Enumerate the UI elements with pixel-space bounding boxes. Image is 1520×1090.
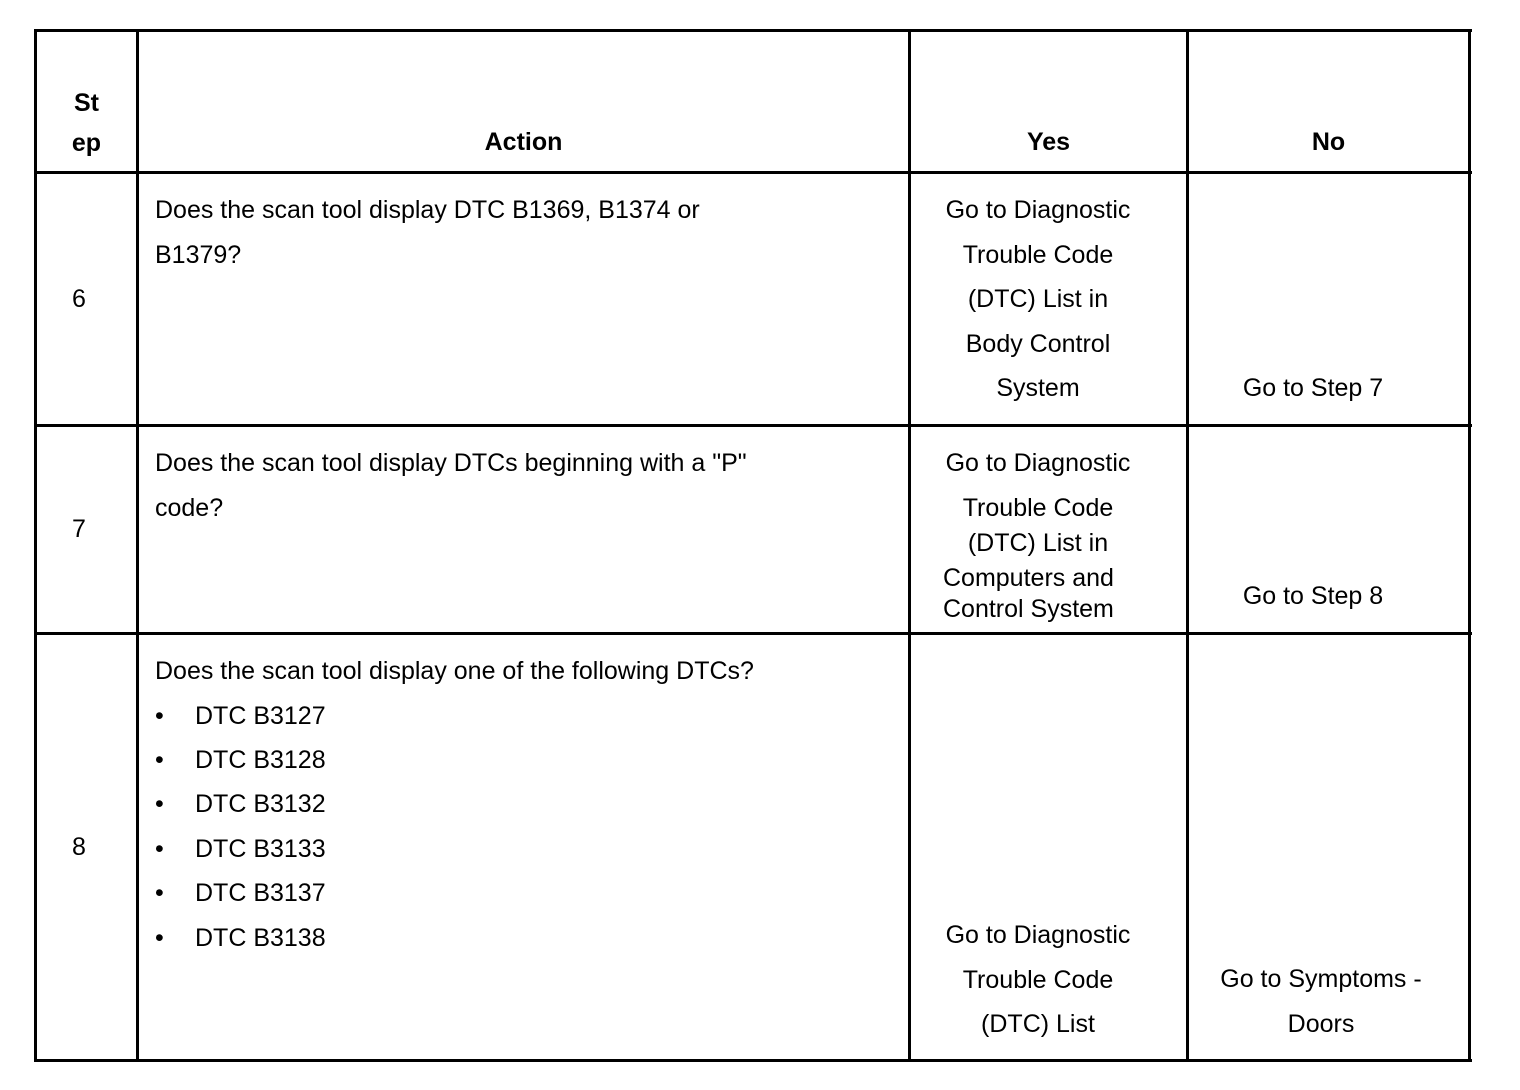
table-border-right — [1468, 29, 1471, 1062]
row-divider-6-7 — [34, 424, 1472, 427]
yes-text-line: Control System — [943, 594, 1114, 623]
no-text — [1189, 965, 1453, 1054]
bullet-text: DTC B3138 — [195, 924, 326, 952]
row-divider-7-8 — [34, 632, 1472, 635]
header-step — [37, 88, 136, 158]
yes-text-line: (DTC) List in — [967, 528, 1109, 557]
yes-text-line: Go to Diagnostic — [945, 449, 1131, 477]
action-text-line: Does the scan tool display one of the following DTCs? — [155, 657, 754, 685]
no-text-line: Go to Step 7 — [1242, 374, 1384, 402]
header-step-line-1: St — [74, 89, 99, 117]
bullet-dot: • — [155, 879, 164, 907]
bullet-text: DTC B3128 — [195, 746, 326, 774]
table-border-top — [34, 29, 1472, 32]
no-text-line: Go to Step 8 — [1242, 582, 1384, 610]
bullet-text: DTC B3137 — [195, 879, 326, 907]
bullet-text: DTC B3133 — [195, 835, 326, 863]
header-action: Action — [484, 128, 563, 156]
action-text-line: code? — [155, 494, 224, 522]
table-border-left — [34, 29, 37, 1062]
bullet-dot: • — [155, 835, 164, 863]
no-text — [1189, 582, 1437, 611]
yes-text-line: Go to Diagnostic — [945, 921, 1131, 949]
header-yes: Yes — [1026, 128, 1071, 156]
bullet-dot: • — [155, 790, 164, 818]
action-text-line: B1379? — [155, 241, 242, 269]
bullet-text: DTC B3127 — [195, 702, 326, 730]
column-divider-yes-no — [1186, 29, 1189, 1062]
no-text-line: Doors — [1287, 1009, 1355, 1038]
table-border-bottom — [34, 1059, 1472, 1062]
bullet-dot: • — [155, 746, 164, 774]
yes-text-line: Trouble Code — [962, 493, 1114, 522]
step-number: 7 — [72, 515, 86, 543]
yes-text-line: Computers and — [943, 563, 1114, 592]
yes-text-line: Trouble Code — [962, 240, 1114, 269]
yes-text-line: Go to Diagnostic — [945, 196, 1131, 224]
step-number: 6 — [72, 285, 86, 313]
column-divider-step-action — [136, 29, 139, 1062]
no-text-line: Go to Symptoms - — [1220, 965, 1422, 993]
yes-text-line: System — [996, 374, 1080, 402]
yes-text-line: (DTC) List — [981, 1010, 1095, 1038]
header-step-line-2: ep — [71, 129, 102, 157]
header-divider — [34, 171, 1472, 174]
yes-text-line: (DTC) List in — [967, 285, 1109, 313]
yes-text — [911, 449, 1165, 626]
bullet-dot: • — [155, 702, 164, 730]
header-no: No — [1311, 128, 1346, 156]
action-text-line: Does the scan tool display DTCs beginning with a "P" — [155, 449, 747, 477]
yes-text — [911, 921, 1165, 1055]
yes-text-line: Body Control — [965, 329, 1111, 358]
action-text-line: Does the scan tool display DTC B1369, B1374 or — [155, 196, 700, 224]
yes-text — [911, 196, 1165, 419]
step-number: 8 — [72, 833, 86, 861]
bullet-dot: • — [155, 924, 164, 952]
bullet-text: DTC B3132 — [195, 790, 326, 818]
yes-text-line: Trouble Code — [962, 965, 1114, 994]
no-text — [1189, 374, 1437, 403]
